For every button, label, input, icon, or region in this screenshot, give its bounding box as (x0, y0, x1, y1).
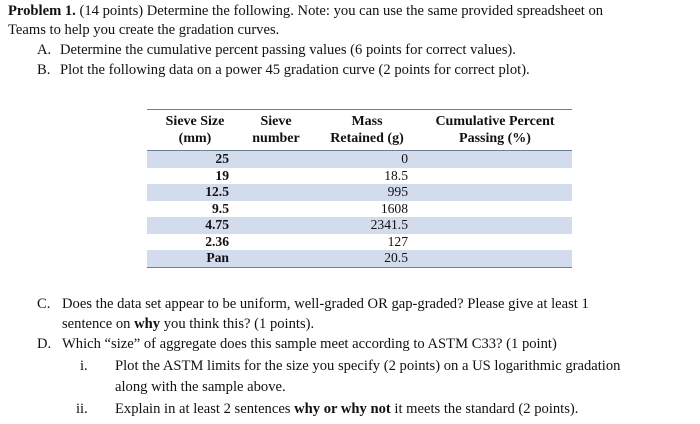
problem-title: Problem 1. (8, 3, 76, 19)
cell-mass-retained: 995 (387, 184, 408, 199)
table-row (147, 168, 572, 185)
cell-sieve-size: 25 (215, 151, 229, 166)
cell-sieve-size: Pan (206, 250, 229, 265)
part-d-text: Which “size” of aggregate does this sample meet according to ASTM C33? (1 point) (62, 336, 557, 352)
cell-sieve-size: 19 (215, 167, 229, 183)
table-row (147, 151, 572, 168)
part-c-line1: Does the data set appear to be uniform, well-graded OR gap-graded? Please give at least 1 (62, 296, 589, 312)
cell-mass-retained: 1608 (380, 200, 408, 216)
emphasis-why-or-why-not: why or why not (294, 401, 391, 417)
part-c-label: C. (37, 296, 51, 312)
header-sieve-number: Sieve number (252, 114, 300, 146)
cell-mass-retained: 0 (401, 151, 408, 166)
table-row (147, 234, 572, 251)
header-sieve-size: Sieve Size (mm) (165, 114, 225, 146)
cell-sieve-size: 12.5 (205, 184, 229, 199)
cell-sieve-size: 4.75 (205, 217, 229, 232)
problem-intro-line1 (8, 2, 603, 21)
part-c-line2: sentence on why you think this? (1 points). (62, 316, 315, 332)
table-row (147, 201, 572, 218)
part-d-ii-label: ii. (76, 401, 88, 417)
problem-intro-text: (14 points) Determine the following. Note: you can use the same provided spreadsheet on (75, 3, 604, 19)
emphasis-why: why (134, 316, 161, 332)
table-row (147, 217, 572, 234)
table-header (147, 109, 572, 151)
part-a-text: Determine the cumulative percent passing values (6 points for correct values). (60, 42, 516, 58)
part-d-i-label: i. (80, 358, 88, 374)
table-row (147, 250, 572, 268)
header-mass-retained: Mass Retained (g) (330, 114, 404, 146)
sieve-data-table (147, 109, 572, 268)
header-cumulative-percent: Cumulative Percent Passing (%) (435, 114, 555, 146)
part-a-label: A. (37, 42, 52, 58)
cell-mass-retained: 2341.5 (370, 217, 408, 232)
table-row (147, 184, 572, 201)
part-d-label: D. (37, 336, 52, 352)
cell-mass-retained: 127 (387, 233, 408, 249)
part-d-i-line2: along with the sample above. (115, 379, 286, 395)
cell-mass-retained: 20.5 (384, 250, 408, 265)
part-d-ii-text: Explain in at least 2 sentences why or why not it meets the standard (2 points). (115, 401, 579, 417)
cell-mass-retained: 18.5 (384, 167, 408, 183)
problem-intro-line2: Teams to help you create the gradation curves. (8, 22, 280, 38)
part-b-text: Plot the following data on a power 45 gradation curve (2 points for correct plot). (60, 62, 530, 78)
cell-sieve-size: 9.5 (212, 200, 229, 216)
cell-sieve-size: 2.36 (205, 233, 229, 249)
part-b-label: B. (37, 62, 51, 78)
part-d-i-line1: Plot the ASTM limits for the size you specify (2 points) on a US logarithmic gradation (115, 358, 621, 374)
